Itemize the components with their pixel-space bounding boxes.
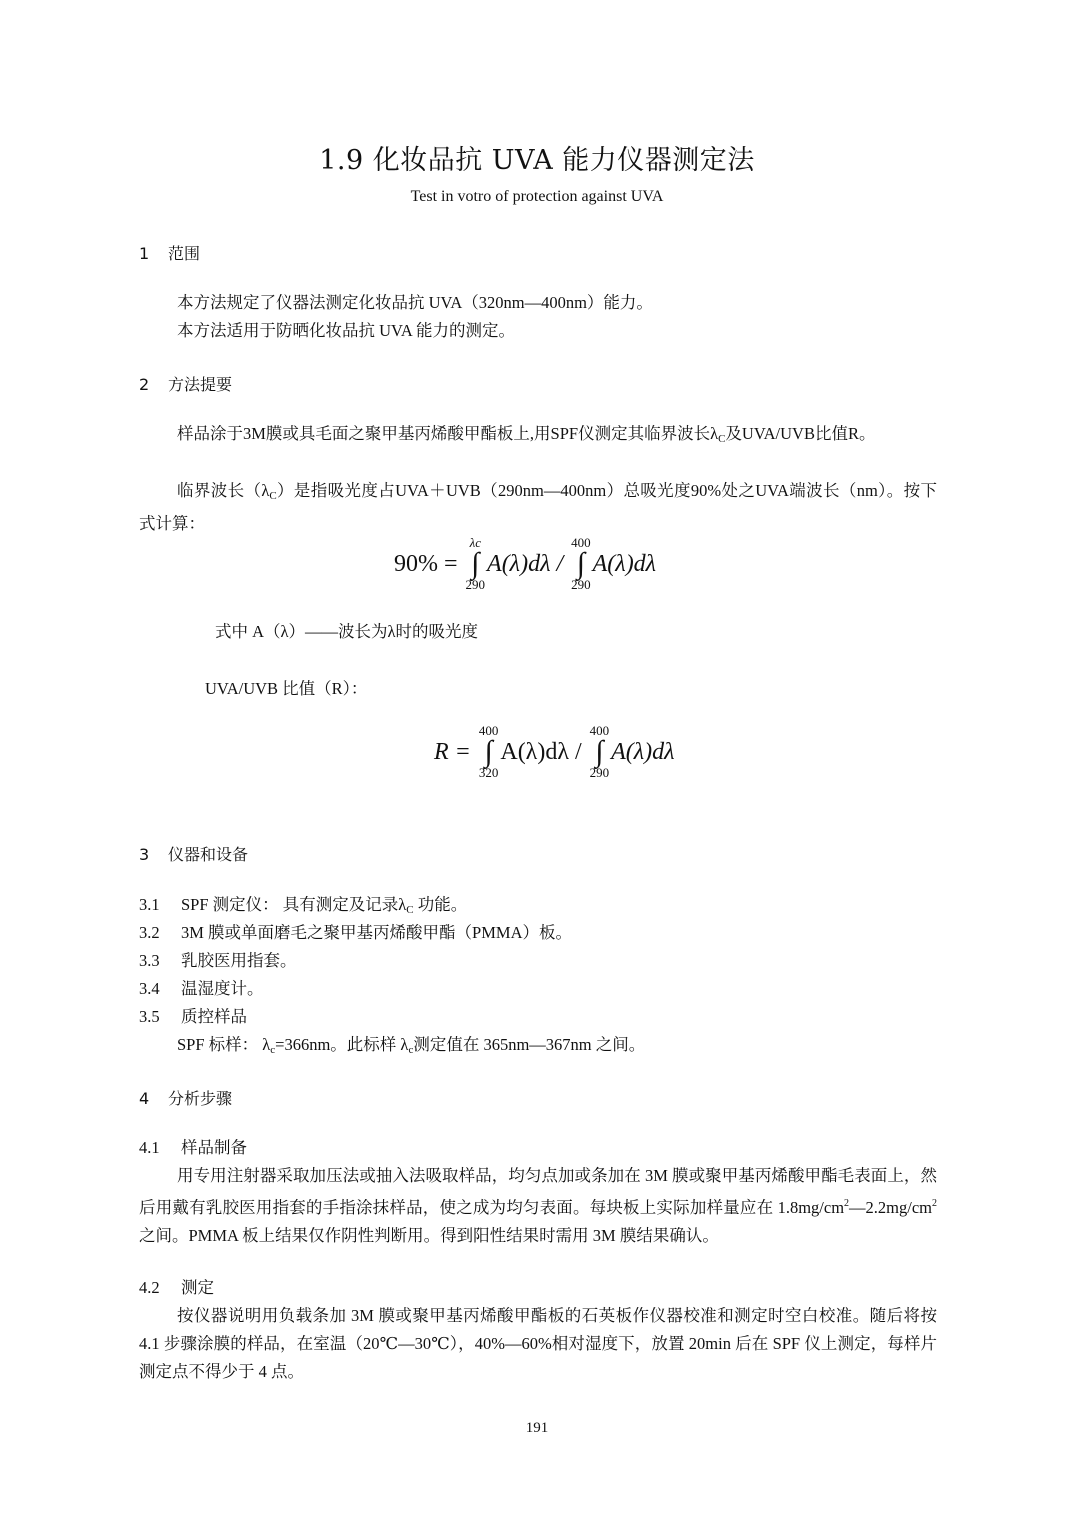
list-item: 3.3 乳胶医用指套。 (139, 951, 297, 970)
section-heading-procedure (139, 1086, 232, 1109)
document-title: 1.9 化妆品抗 UVA 能力仪器测定法 (319, 145, 755, 176)
section-title: 仪器和设备 (168, 845, 249, 864)
critical-wavelength-formula: 90% = λc ∫ 290 A(λ)dλ / 400 ∫ 290 A(λ)dλ (394, 535, 657, 592)
paragraph: 按仪器说明用负载条加 3M 膜或聚甲基丙烯酸甲酯板的石英板作仪器校准和测定时空白校准。随后将按 4.1 步骤涂膜的样品，在室温（20℃—30℃），40%—60%相对湿度下，放置 20min 后在 SPF 仪上测定，每样片测定点不得少于 4 点。 (139, 1306, 937, 1381)
section-heading-method-summary (139, 372, 232, 395)
list-item: 3.1 SPF 测定仪： 具有测定及记录$\lambda_C$ 功能。 (139, 895, 468, 916)
subsection-heading: 4.1 样品制备 (139, 1138, 247, 1157)
list-item: 3.4 温湿度计。 (139, 979, 264, 998)
paragraph: 本方法适用于防晒化妆品抗 UVA 能力的测定。 (177, 321, 515, 340)
document-subtitle: Test in votro of protection against UVA (410, 188, 664, 205)
integral-sign: λc ∫ 290 (465, 535, 486, 592)
ratio-label: UVA/UVB 比值（R）： (205, 679, 368, 698)
uva-uvb-ratio-formula: R = 400 ∫ 320 A(λ)dλ / 400 ∫ 290 A(λ)dλ (434, 723, 675, 780)
section-title: 分析步骤 (168, 1089, 233, 1108)
integral-sign: 400 ∫ 320 (478, 723, 499, 780)
section-title: 方法提要 (168, 375, 233, 394)
paragraph: 用专用注射器采取加压法或抽入法吸取样品，均匀点加或条加在 3M 膜或聚甲基丙烯酸甲酯毛表面上，然后用戴有乳胶医用指套的手指涂抹样品，使之成为均匀表面。每块板上实际加样量应在 $1.8mg/cm^2—2.2mg/cm^2$ 之间。PMMA 板上结果仅作阴性判断用。得到阳性结果时需用 3M 膜结果确认。 (139, 1166, 937, 1245)
section-number: 4 (139, 1089, 150, 1108)
section-title: 范围 (168, 244, 201, 263)
formula-legend: 式中 A（λ）——波长为λ时的吸光度 (215, 622, 479, 641)
list-item: 3.5 质控样品 (139, 1007, 247, 1026)
section-number: 2 (139, 375, 150, 394)
integral-sign: 400 ∫ 290 (571, 535, 591, 592)
quality-control-standard: SPF 标样： $\lambda_c=366nm$。此标样 $\lambda_c$测定值在 365nm—367nm 之间。 (177, 1035, 646, 1056)
section-heading-instruments (139, 842, 248, 865)
page-number: 191 (525, 1420, 549, 1436)
section-number: 3 (139, 845, 150, 864)
paragraph: 本方法规定了仪器法测定化妆品抗 UVA（320nm—400nm）能力。 (177, 293, 653, 312)
subsection-heading: 4.2 测定 (139, 1278, 214, 1297)
section-number: 1 (139, 244, 150, 263)
paragraph: 样品涂于3M膜或具毛面之聚甲基丙烯酸甲酯板上,用SPF仪测定其临界波长$\lambda_C$及UVA/UVB比值R。 (177, 424, 876, 445)
section-heading-scope (139, 241, 200, 264)
integral-sign: 400 ∫ 290 (589, 723, 610, 780)
list-item: 3.2 3M 膜或单面磨毛之聚甲基丙烯酸甲酯（PMMA）板。 (139, 923, 572, 942)
paragraph: 临界波长$(\lambda_C)$是指吸光度占UVA＋UVB（290nm—400nm）总吸光度90%处之UVA端波长（nm）。按下式计算： (139, 481, 937, 533)
